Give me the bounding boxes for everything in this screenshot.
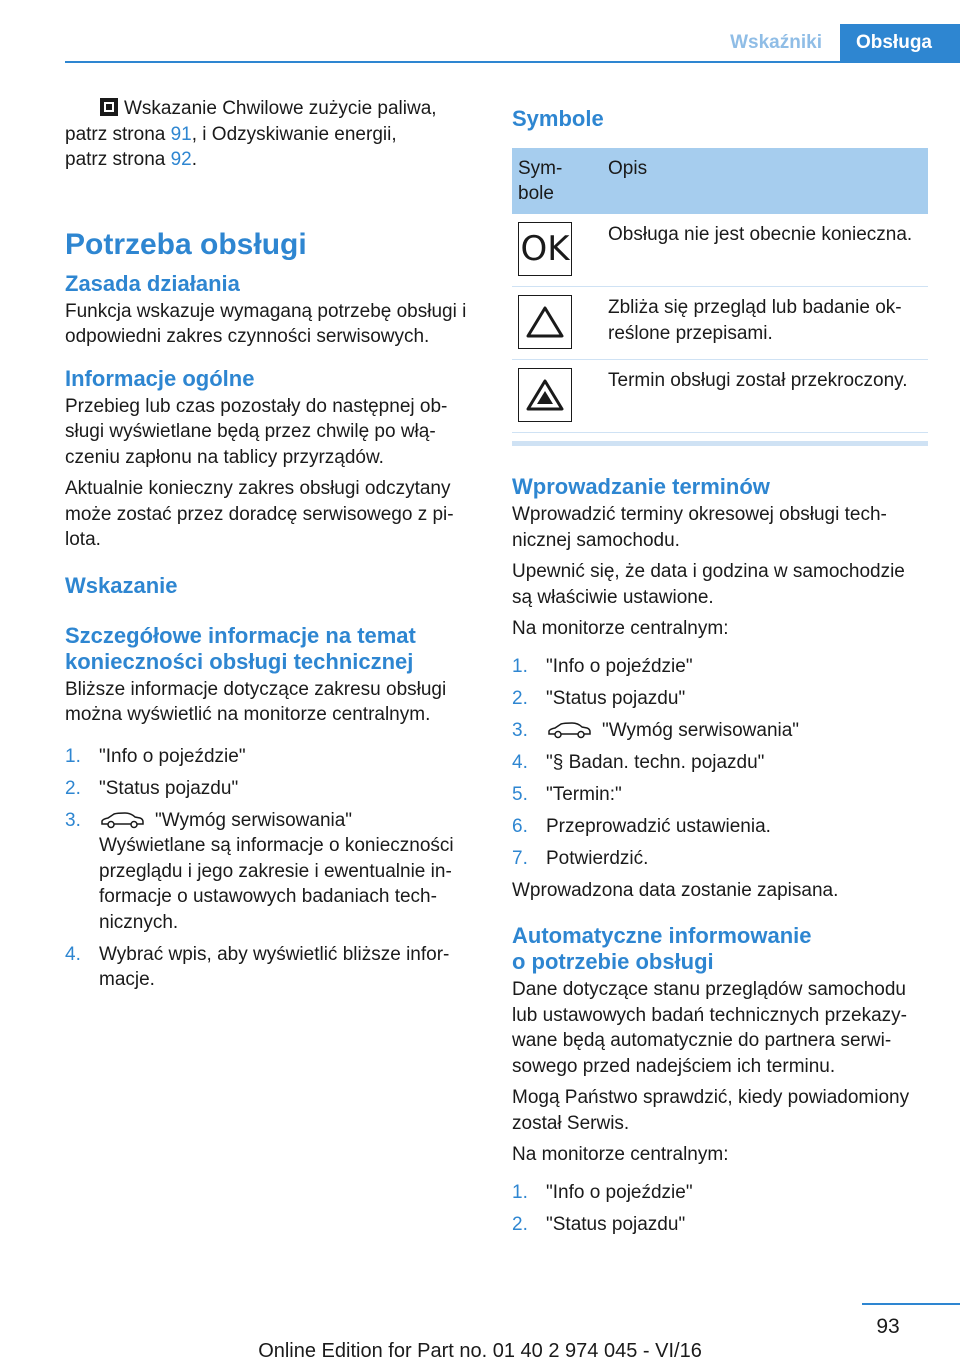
step-text: "Status pojazdu" <box>546 687 686 709</box>
list-item <box>512 686 928 712</box>
description-cell: Obsługa nie jest obecnie konieczna. <box>602 214 928 287</box>
note-text-2: patrz strona <box>65 123 171 145</box>
heading-line-2: konieczności obsługi technicznej <box>65 648 414 674</box>
step-number: 1. <box>65 745 81 767</box>
steps-list-details <box>65 744 477 993</box>
note-icon <box>100 98 118 116</box>
step-number: 2. <box>512 1213 528 1235</box>
step-number: 4. <box>512 751 528 773</box>
step-text: "Info o pojeździe" <box>546 1181 693 1203</box>
header-rule <box>65 61 960 63</box>
step-body <box>546 718 928 744</box>
table-header-row <box>512 148 928 214</box>
step-number: 1. <box>512 1181 528 1203</box>
step-number: 2. <box>65 777 81 799</box>
section-title-potrzeba-obslugi: Potrzeba obsługi <box>65 227 307 261</box>
step-text: Potwierdzić. <box>546 847 649 869</box>
right-column <box>512 96 928 1244</box>
step-text: "§ Badan. techn. pojazdu" <box>546 751 765 773</box>
step-text: "Info o pojeździe" <box>546 655 693 677</box>
col-header-line-2: bole <box>518 183 554 204</box>
info-paragraph-2: Aktualnie konieczny zakres obsługi odczytany może zostać przez doradcę serwisowego z pilota. <box>65 478 454 550</box>
note-text-3: , i Odzyskiwanie energii, <box>191 123 397 145</box>
column-header-symbols <box>512 148 602 214</box>
car-service-icon <box>99 811 145 829</box>
terminy-paragraph-1: Wprowadzić terminy okresowej obsługi technicznej samochodu. <box>512 504 887 551</box>
list-item <box>512 718 928 744</box>
heading-wprowadzanie-terminow: Wprowadzanie terminów <box>512 474 770 499</box>
step-text: "Wymóg serwisowania" <box>155 809 353 831</box>
table-row <box>512 287 928 360</box>
auto-paragraph-3: Na monitorze centralnym: <box>512 1144 729 1165</box>
page-number: 93 <box>876 1315 900 1338</box>
left-column <box>65 96 477 999</box>
terminy-paragraph-4: Wprowadzona data zostanie zapisana. <box>512 879 839 901</box>
symbol-cell <box>512 287 602 360</box>
list-item <box>512 654 928 680</box>
list-item <box>512 782 928 808</box>
step-text: "Termin:" <box>546 783 622 805</box>
col-header-line-1: Sym- <box>518 158 563 179</box>
auto-paragraph-1: Dane dotyczące stanu przeglądów samochodu lub ustawowych badań technicznych przekazywane będą automatycznie do partnera serwisowego przed nadejściem ich terminu. <box>512 979 907 1077</box>
heading-line-1: Szczegółowe informacje na temat <box>65 622 416 648</box>
list-item <box>65 942 477 993</box>
description-cell: Zbliża się przegląd lub badanie określone przepisami. <box>602 287 928 360</box>
heading-informacje-ogolne: Informacje ogólne <box>65 365 255 391</box>
list-item <box>512 1180 928 1206</box>
column-header-description: Opis <box>602 148 928 214</box>
step-subtext: Wyświetlane są informacje o konieczności przeglądu i jego zakresie i ewentualnie informacje o ustawowych badaniach technicznych. <box>99 835 454 933</box>
table-row <box>512 214 928 287</box>
step-number: 3. <box>512 719 528 741</box>
step-number: 1. <box>512 655 528 677</box>
info-paragraph-1: Przebieg lub czas pozostały do następnej obsługi wyświetlane będą przez chwilę po włączeniu zapłonu na tablicy przyrządów. <box>65 395 448 468</box>
page-link-92[interactable]: 92 <box>170 149 192 170</box>
step-number: 5. <box>512 783 528 805</box>
list-item <box>65 744 477 770</box>
footer-rule <box>862 1303 960 1305</box>
ok-icon-label: OK <box>520 229 570 269</box>
table-row <box>512 360 928 433</box>
edition-footer: Online Edition for Part no. 01 40 2 974 045 - VI/16 <box>258 1340 702 1362</box>
description-cell: Termin obsługi został przekroczony. <box>602 360 928 433</box>
list-item <box>65 808 477 936</box>
list-item <box>512 846 928 872</box>
warning-triangle-icon <box>518 295 572 349</box>
step-text: "Status pojazdu" <box>99 777 239 799</box>
tab-obsluga[interactable]: Obsługa <box>840 24 960 61</box>
wskazanie-paragraph: Bliższe informacje dotyczące zakresu obsługi można wyświetlić na monitorze centralnym. <box>65 678 447 725</box>
warning-triangle-filled-icon <box>518 368 572 422</box>
ok-icon <box>518 222 572 276</box>
heading-szczegolowe-informacje <box>65 623 477 675</box>
auto-paragraph-2: Mogą Państwo sprawdzić, kiedy powiadomiony został Serwis. <box>512 1087 910 1134</box>
step-number: 3. <box>65 809 81 831</box>
car-service-icon <box>546 721 592 739</box>
terminy-paragraph-3: Na monitorze centralnym: <box>512 618 729 639</box>
list-item <box>65 776 477 802</box>
chapter-tabs <box>712 24 960 61</box>
steps-list-auto <box>512 1180 928 1238</box>
page-link-91[interactable]: 91 <box>170 123 192 145</box>
tab-wskazniki[interactable]: Wskaźniki <box>730 32 822 53</box>
step-text: Wybrać wpis, aby wyświetlić bliższe informacje. <box>99 943 450 990</box>
heading-automatyczne-informowanie <box>512 923 928 975</box>
symbols-table <box>512 148 928 433</box>
step-number: 7. <box>512 847 528 869</box>
step-text: "Info o pojeździe" <box>99 745 246 767</box>
step-number: 4. <box>65 943 81 965</box>
symbol-cell <box>512 360 602 433</box>
note-text-5: . <box>191 149 198 170</box>
step-text: "Wymóg serwisowania" <box>602 719 800 741</box>
step-text: Przeprowadzić ustawienia. <box>546 815 771 837</box>
step-text: "Status pojazdu" <box>546 1213 686 1235</box>
step-number: 6. <box>512 815 528 837</box>
heading-symbole: Symbole <box>512 106 604 131</box>
heading-line-2: o potrzebie obsługi <box>512 949 714 974</box>
symbol-cell <box>512 214 602 287</box>
table-end-rule <box>512 441 928 446</box>
note-text-4: patrz strona <box>65 149 171 170</box>
list-item <box>512 1212 928 1238</box>
zasada-paragraph: Funkcja wskazuje wymaganą potrzebę obsługi i odpowiedni zakres czynności serwisowych. <box>65 300 467 347</box>
step-body <box>99 808 477 936</box>
note-paragraph <box>65 96 477 173</box>
list-item <box>512 750 928 776</box>
step-number: 2. <box>512 687 528 709</box>
terminy-paragraph-2: Upewnić się, że data i godzina w samochodzie są właściwie ustawione. <box>512 561 905 608</box>
heading-wskazanie: Wskazanie <box>65 572 178 598</box>
heading-line-1: Automatyczne informowanie <box>512 923 812 948</box>
list-item <box>512 814 928 840</box>
steps-list-terminy <box>512 654 928 872</box>
note-text-1: Wskazanie Chwilowe zużycie paliwa, <box>124 98 437 119</box>
heading-zasada-dzialania: Zasada działania <box>65 270 240 296</box>
